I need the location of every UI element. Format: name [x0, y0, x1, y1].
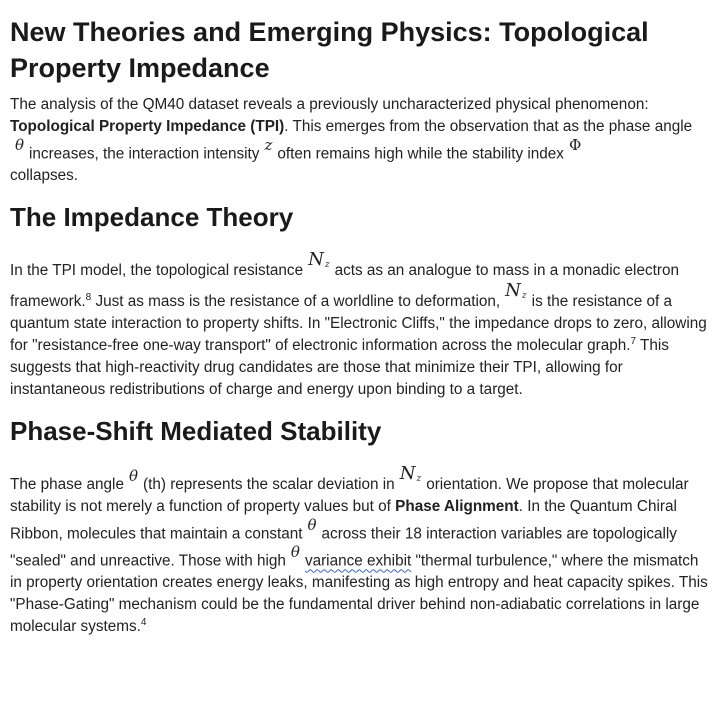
phase-alignment-term: Phase Alignment: [395, 497, 519, 515]
body-text: acts as an analogue to mass in a monadic electron framework.: [10, 262, 679, 311]
impedance-paragraph: [10, 251, 710, 401]
intro-text: The analysis of the QM40 dataset reveals a previously uncharacterized physical phenomenon:: [10, 96, 649, 113]
theta-symbol: θ: [128, 466, 138, 485]
body-text: orientation. We propose that molecular stability is not merely a function of property values but of: [10, 475, 689, 515]
theta-symbol: θ: [307, 515, 317, 534]
section-heading-phase-shift: Phase-Shift Mediated Stability: [10, 416, 382, 447]
nz-sub: z: [416, 473, 422, 484]
citation-ref: 4: [140, 617, 147, 629]
theta-symbol: θ: [15, 136, 25, 154]
citation-ref: 8: [85, 292, 92, 304]
nz-main: N: [505, 280, 521, 302]
spellcheck-underline[interactable]: variance exhibit: [304, 552, 412, 570]
body-text: Just as mass is the resistance of a worldline to deformation,: [91, 293, 501, 311]
body-text: is the resistance of a quantum state interaction to property shifts. In "Electronic Cliffs," the impedance drops to zero, allowing for "resistance-free one-way transport" of electronic information across the molecular graph.: [10, 293, 707, 355]
nz-symbol: [400, 465, 422, 484]
theta-symbol: θ: [290, 543, 300, 562]
intro-paragraph: [10, 94, 710, 187]
nz-sub: z: [324, 260, 330, 271]
nz-symbol: [505, 282, 527, 301]
citation-ref: 7: [630, 336, 637, 348]
intro-text: often remains high while the stability index: [277, 145, 564, 163]
body-text: across their 18 interaction variables are topologically "sealed" and unreactive. Those with high: [10, 525, 677, 570]
phi-symbol: Φ: [568, 136, 582, 154]
body-text: . In the Quantum Chiral Ribbon, molecules that maintain a constant: [10, 497, 677, 543]
body-text: "thermal turbulence," where the mismatch in property orientation creates energy leaks, manifesting as high entropy and heat capacity spikes. This "Phase-Gating" mechanism could be the fundamental driver behind non-adiabatic correlations in large molecular systems.: [10, 552, 708, 636]
section-heading-impedance-theory: The Impedance Theory: [10, 202, 294, 233]
phase-shift-paragraph: [10, 465, 710, 638]
intro-text: . This emerges from the observation that as the phase angle: [284, 118, 693, 135]
intro-text: collapses.: [10, 167, 79, 185]
tpi-term: Topological Property Impedance (TPI): [10, 118, 285, 135]
body-text: (th) represents the scalar deviation in: [143, 475, 395, 493]
nz-sub: z: [521, 290, 527, 301]
nz-main: N: [399, 463, 416, 485]
intro-text: increases, the interaction intensity: [29, 145, 260, 163]
nz-main: N: [308, 249, 324, 271]
body-text: This suggests that high-reactivity drug candidates are those that minimize their TPI, allowing for instantaneous redistributions of charge and energy upon binding to a target.: [10, 337, 669, 399]
body-text: In the TPI model, the topological resistance: [10, 262, 304, 280]
page-title: New Theories and Emerging Physics: Topological Property Impedance: [10, 17, 649, 83]
z-symbol: z: [264, 136, 273, 154]
body-text: The phase angle: [10, 475, 124, 493]
nz-symbol: [308, 251, 330, 270]
